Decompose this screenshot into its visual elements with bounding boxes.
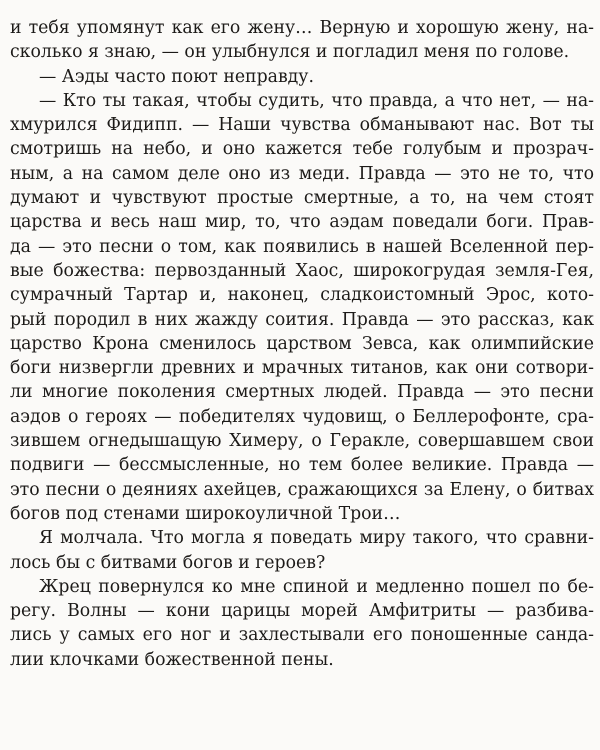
text-line-6: смотришь на небо, и оно кажется тебе голубым и прозрач-: [10, 139, 594, 160]
text-line-19: подвиги — бессмысленные, но тем более великие. Правда —: [10, 455, 594, 476]
text-line-15: боги низвергли древних и мрачных титанов, как они сотвори-: [10, 358, 594, 379]
text-line-8: думают и чувствуют простые смертные, а то, на чем стоят: [10, 188, 594, 209]
text-line-27: лии клочками божественной пены.: [10, 649, 334, 670]
text-line-7: ным, а на самом деле оно из меди. Правда — это не то, что: [10, 163, 594, 184]
text-line-17: аэдов о героях — победителях чудовищ, о Беллерофонте, сра-: [10, 406, 594, 427]
text-line-5: хмурился Фидипп. — Наши чувства обманывают нас. Вот ты: [10, 115, 594, 136]
text-line-10: да — это песни о том, как появились в нашей Вселенной пер-: [10, 236, 594, 257]
text-line-2: сколько я знаю, — он улыбнулся и погладил меня по голове.: [10, 42, 570, 63]
text-line-23: лось бы с битвами богов и героев?: [10, 552, 326, 573]
text-line-13: рый породил в них жажду соития. Правда — это рассказ, как: [10, 309, 594, 330]
text-line-16: ли многие поколения смертных людей. Правда — это песни: [10, 382, 594, 403]
text-line-9: царства и весь наш мир, то, что аэдам поведали боги. Прав-: [10, 212, 594, 233]
text-line-20: это песни о деяниях ахейцев, сражающихся за Елену, о битвах: [10, 479, 594, 500]
text-line-22: Я молчала. Что могла я поведать миру такого, что сравни-: [39, 528, 594, 549]
text-line-24: Жрец повернулся ко мне спиной и медленно пошел по бе-: [39, 576, 594, 597]
book-page: [10, 16, 594, 672]
text-line-12: сумрачный Тартар и, наконец, сладкоистомный Эрос, кото-: [10, 285, 594, 306]
text-line-11: вые божества: первозданный Хаос, широкогрудая земля-Гея,: [10, 260, 594, 281]
text-line-21: богов под стенами широкоуличной Трои…: [10, 503, 401, 524]
text-line-25: регу. Волны — кони царицы морей Амфитриты — разбива-: [10, 601, 594, 622]
text-line-14: царство Крона сменилось царством Зевса, как олимпийские: [10, 333, 594, 354]
text-line-4: — Кто ты такая, чтобы судить, что правда, а что нет, — на-: [39, 90, 594, 111]
text-line-1: и тебя упомянут как его жену… Верную и хорошую жену, на-: [10, 18, 594, 38]
text-line-18: зившем огнедышащую Химеру, о Геракле, совершавшем свои: [10, 431, 594, 452]
text-line-3: — Аэды часто поют неправду.: [39, 66, 314, 87]
text-line-26: лись у самых его ног и захлестывали его поношенные санда-: [10, 625, 594, 646]
